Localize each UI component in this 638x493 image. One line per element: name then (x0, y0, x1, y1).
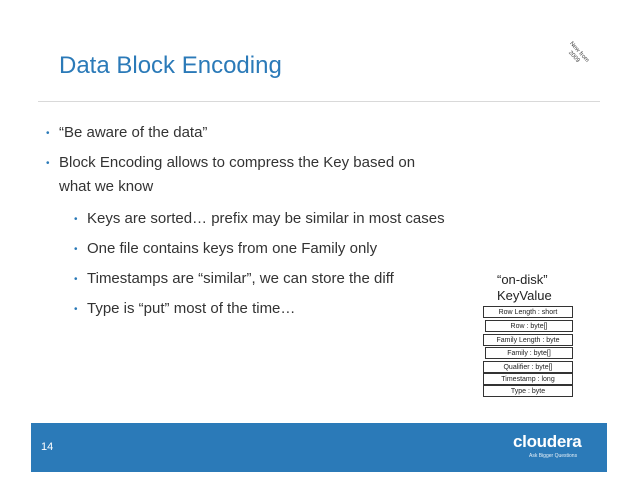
bullet-dot: • (46, 128, 50, 139)
bullet-dot: • (74, 304, 78, 315)
keyvalue-field: Type : byte (483, 385, 573, 397)
logo-tagline: Ask Bigger Questions (529, 453, 578, 459)
sub-bullet-item: Type is “put” most of the time… (87, 300, 296, 317)
stamp-text: New from 2009 (567, 40, 590, 64)
sub-bullet-item: One file contains keys from one Family only (87, 240, 378, 257)
title-divider (38, 101, 600, 102)
sub-bullet-item: Timestamps are “similar”, we can store the diff (87, 270, 394, 287)
on-disk-label-line1: “on-disk” (497, 272, 548, 287)
bullet-dot: • (74, 244, 78, 255)
footer-bar (31, 423, 607, 472)
bullet-item: “Be aware of the data” (59, 124, 208, 141)
on-disk-label (497, 272, 552, 304)
sub-bullet-item: Keys are sorted… prefix may be similar in most cases (87, 210, 445, 227)
keyvalue-field: Family : byte[] (485, 347, 573, 359)
page-number: 14 (41, 441, 54, 453)
keyvalue-field: Family Length : byte (483, 334, 573, 346)
keyvalue-field: Row : byte[] (485, 320, 573, 332)
keyvalue-field: Timestamp : long (483, 373, 573, 385)
bullet-item: Block Encoding allows to compress the Key based on (59, 154, 416, 171)
bullet-dot: • (46, 158, 50, 169)
bullet-dot: • (74, 214, 78, 225)
on-disk-label-line2: KeyValue (497, 288, 552, 303)
logo-wordmark: cloudera (513, 432, 582, 451)
bullet-dot: • (74, 274, 78, 285)
slide-title: Data Block Encoding (59, 52, 282, 79)
keyvalue-field: Qualifier : byte[] (483, 361, 573, 373)
cloudera-logo (513, 432, 593, 464)
keyvalue-field: Row Length : short (483, 306, 573, 318)
bullet-item-continuation: what we know (59, 178, 154, 195)
